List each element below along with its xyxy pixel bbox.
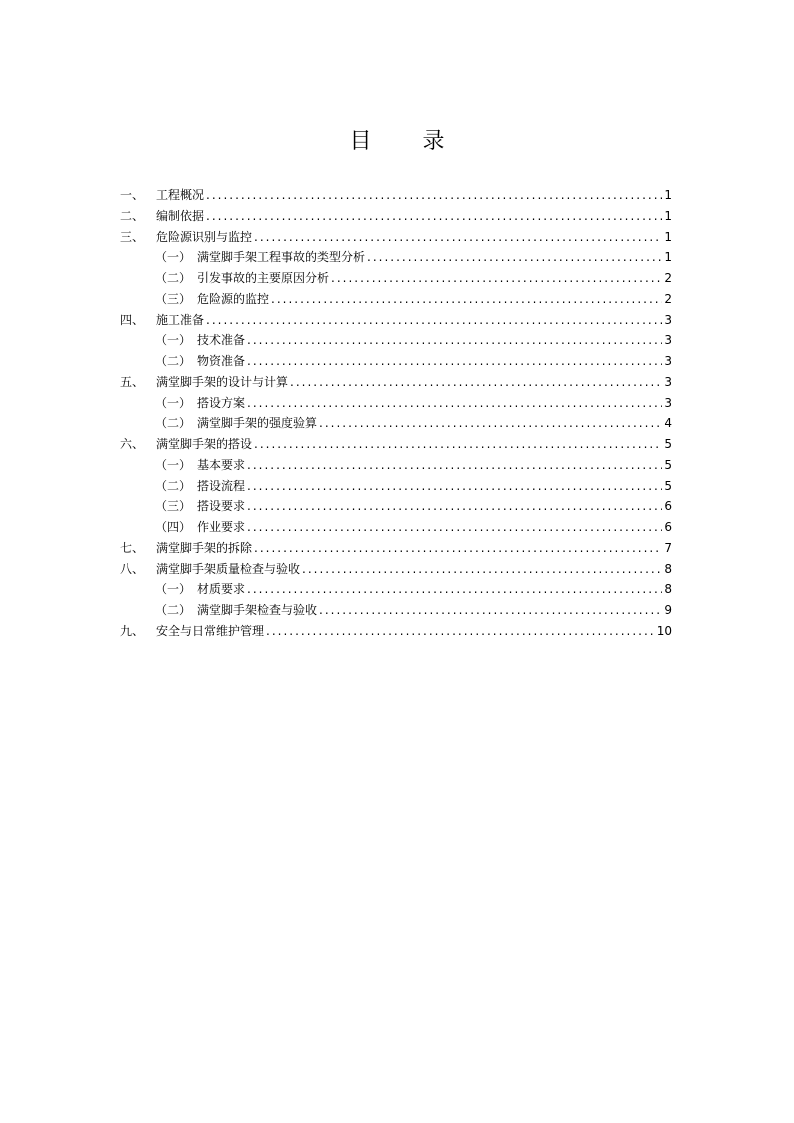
toc-entry-number: （一） (155, 457, 192, 472)
toc-entry-page: 3 (664, 333, 672, 348)
toc-dot-leader (331, 271, 662, 285)
toc-entry-number: （一） (155, 582, 192, 597)
toc-entry[interactable] (120, 311, 672, 332)
toc-entry-page: 3 (664, 312, 672, 327)
toc-dot-leader (247, 499, 662, 513)
toc-dot-leader (206, 188, 662, 202)
toc-entry-number: 二、 (120, 208, 145, 223)
table-of-contents (120, 186, 672, 643)
toc-entry-label: 编制依据 (156, 208, 205, 223)
toc-entry[interactable] (120, 518, 672, 539)
toc-entry-page: 6 (664, 499, 672, 514)
toc-entry[interactable] (120, 497, 672, 518)
toc-entry-label: 满堂脚手架检查与验收 (197, 603, 318, 617)
toc-entry-page: 1 (664, 229, 672, 244)
toc-entry-label: 满堂脚手架的强度验算 (197, 416, 318, 431)
toc-entry[interactable] (120, 601, 672, 622)
toc-entry[interactable] (120, 331, 672, 352)
toc-entry-page: 5 (664, 437, 672, 451)
toc-entry-number: 九、 (120, 623, 145, 638)
toc-entry-page: 5 (664, 457, 672, 472)
toc-dot-leader (266, 624, 655, 638)
toc-dot-leader (319, 603, 662, 617)
toc-entry[interactable] (120, 373, 672, 394)
toc-entry-number: （一） (155, 250, 192, 265)
toc-entry-label: 施工准备 (156, 312, 205, 327)
toc-dot-leader (247, 479, 662, 493)
toc-dot-leader (247, 458, 662, 472)
toc-entry-number: 一、 (120, 188, 145, 202)
toc-entry[interactable] (120, 456, 672, 477)
toc-entry-number: 七、 (120, 540, 145, 555)
toc-entry-label: 危险源的监控 (197, 291, 270, 306)
toc-entry-label: 安全与日常维护管理 (156, 623, 265, 638)
toc-entry-label: 满堂脚手架质量检查与验收 (156, 561, 301, 576)
toc-entry-number: （二） (155, 271, 192, 285)
toc-dot-leader (254, 230, 662, 244)
toc-entry-number: 八、 (120, 561, 145, 576)
toc-entry-page: 3 (664, 374, 672, 389)
toc-entry[interactable] (120, 228, 672, 249)
toc-entry-label: 搭设要求 (197, 499, 246, 514)
toc-entry-page: 2 (664, 271, 672, 285)
toc-entry-page: 5 (664, 478, 672, 493)
toc-entry[interactable] (120, 269, 672, 290)
toc-dot-leader (206, 209, 662, 223)
toc-dot-leader (247, 396, 662, 410)
toc-entry-page: 2 (664, 291, 672, 306)
toc-entry-label: 满堂脚手架的拆除 (156, 540, 253, 555)
toc-entry[interactable] (120, 539, 672, 560)
toc-entry-label: 搭设流程 (197, 478, 246, 493)
toc-dot-leader (290, 375, 662, 389)
toc-entry[interactable] (120, 560, 672, 581)
toc-entry[interactable] (120, 394, 672, 415)
toc-entry-label: 危险源识别与监控 (156, 229, 253, 244)
toc-entry-label: 物资准备 (197, 354, 246, 368)
toc-entry-page: 6 (664, 520, 672, 534)
toc-entry-number: （三） (155, 499, 192, 514)
toc-entry-number: （二） (155, 603, 192, 617)
toc-entry-number: （二） (155, 416, 192, 431)
toc-entry-page: 7 (664, 540, 672, 555)
toc-entry-label: 基本要求 (197, 457, 246, 472)
toc-entry-number: （三） (155, 291, 192, 306)
toc-dot-leader (302, 562, 662, 576)
toc-entry-number: （一） (155, 395, 192, 410)
toc-entry-number: （一） (155, 333, 192, 348)
toc-dot-leader (247, 520, 662, 534)
toc-entry[interactable] (120, 186, 672, 207)
toc-entry[interactable] (120, 207, 672, 228)
toc-entry-label: 搭设方案 (197, 395, 246, 410)
toc-dot-leader (206, 313, 662, 327)
toc-dot-leader (367, 250, 662, 264)
toc-entry-page: 1 (664, 250, 672, 265)
toc-entry-number: （二） (155, 354, 192, 368)
toc-entry[interactable] (120, 580, 672, 601)
toc-entry[interactable] (120, 290, 672, 311)
toc-entry-page: 1 (664, 208, 672, 223)
toc-entry[interactable] (120, 352, 672, 373)
toc-entry-number: 五、 (120, 374, 145, 389)
toc-entry-page: 3 (664, 354, 672, 368)
toc-dot-leader (247, 582, 662, 596)
toc-entry[interactable] (120, 248, 672, 269)
toc-entry[interactable] (120, 414, 672, 435)
toc-entry-page: 8 (664, 561, 672, 576)
toc-entry[interactable] (120, 435, 672, 456)
toc-entry-page: 8 (664, 582, 672, 597)
toc-entry-page: 4 (664, 416, 672, 431)
toc-entry-number: 六、 (120, 437, 145, 451)
toc-entry[interactable] (120, 477, 672, 498)
toc-entry-page: 9 (664, 603, 672, 617)
toc-entry[interactable] (120, 622, 672, 643)
toc-dot-leader (254, 437, 662, 451)
page-title: 目 录 (349, 129, 467, 154)
toc-dot-leader (247, 354, 662, 368)
toc-entry-number: 四、 (120, 312, 145, 327)
toc-entry-label: 材质要求 (197, 582, 246, 597)
toc-dot-leader (254, 541, 662, 555)
toc-entry-label: 作业要求 (197, 520, 246, 534)
toc-entry-label: 满堂脚手架工程事故的类型分析 (197, 250, 366, 265)
toc-dot-leader (247, 333, 662, 347)
toc-entry-page: 1 (664, 188, 672, 202)
toc-entry-page: 3 (664, 395, 672, 410)
toc-entry-label: 工程概况 (156, 188, 205, 202)
toc-entry-page: 10 (656, 623, 672, 638)
toc-entry-number: 三、 (120, 229, 145, 244)
toc-entry-label: 满堂脚手架的搭设 (156, 437, 253, 451)
toc-entry-number: （二） (155, 478, 192, 493)
toc-entry-label: 引发事故的主要原因分析 (197, 271, 330, 285)
toc-entry-label: 技术准备 (197, 333, 246, 348)
toc-dot-leader (271, 292, 662, 306)
toc-dot-leader (319, 416, 662, 430)
toc-entry-label: 满堂脚手架的设计与计算 (156, 374, 289, 389)
toc-entry-number: （四） (155, 520, 192, 534)
